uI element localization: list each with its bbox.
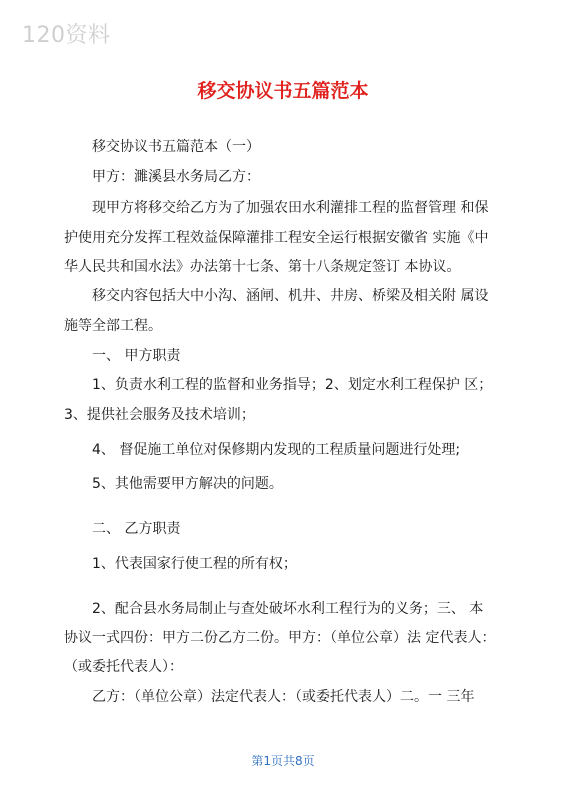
paragraph-line: 华人民共和国水法》办法第十七条、第十八条规定签订 本协议。 — [64, 259, 461, 275]
page-number: 第1页共8页 — [251, 754, 315, 768]
paragraph-line: 现甲方将移交给乙方为了加强农田水利灌排工程的监督管理 和保 — [92, 200, 489, 216]
paragraph-line: 移交内容包括大中小沟、涵闸、机井、井房、桥梁及相关附 属设 — [92, 288, 489, 304]
list-item: 4、 督促施工单位对保修期内发现的工程质量问题进行处理; — [92, 442, 461, 458]
section-heading: 一、 甲方职责 — [92, 348, 181, 364]
paragraph-line: 乙方：（单位公章）法定代表人：（或委托代表人）二。一 三年 — [92, 689, 475, 705]
paragraph-line: 施等全部工程。 — [64, 318, 162, 334]
list-item: 5、其他需要甲方解决的问题。 — [92, 476, 283, 492]
paragraph-line: 协议一式四份：甲方二份乙方二份。甲方：（单位公章）法 定代表人： — [64, 630, 496, 646]
paragraph-line: （或委托代表人）： — [64, 659, 183, 675]
subtitle-line: 移交协议书五篇范本（一） — [92, 139, 260, 155]
list-item: 2、配合县水务局制止与查处破坏水利工程行为的义务；三、 本 — [92, 601, 484, 617]
list-item: 1、代表国家行使工程的所有权； — [92, 556, 297, 572]
paragraph-line: 护使用充分发挥工程效益保障灌排工程安全运行根据安徽省 实施《中 — [64, 230, 489, 246]
party-line: 甲方：濉溪县水务局乙方： — [92, 169, 260, 185]
watermark: 120资料 — [22, 23, 111, 48]
document-title: 移交协议书五篇范本 — [197, 80, 369, 102]
section-heading: 二、 乙方职责 — [92, 521, 181, 537]
list-item: 1、负责水利工程的监督和业务指导；2、划定水利工程保护 区； — [92, 377, 493, 393]
list-item: 3、提供社会服务及技术培训； — [64, 407, 255, 423]
